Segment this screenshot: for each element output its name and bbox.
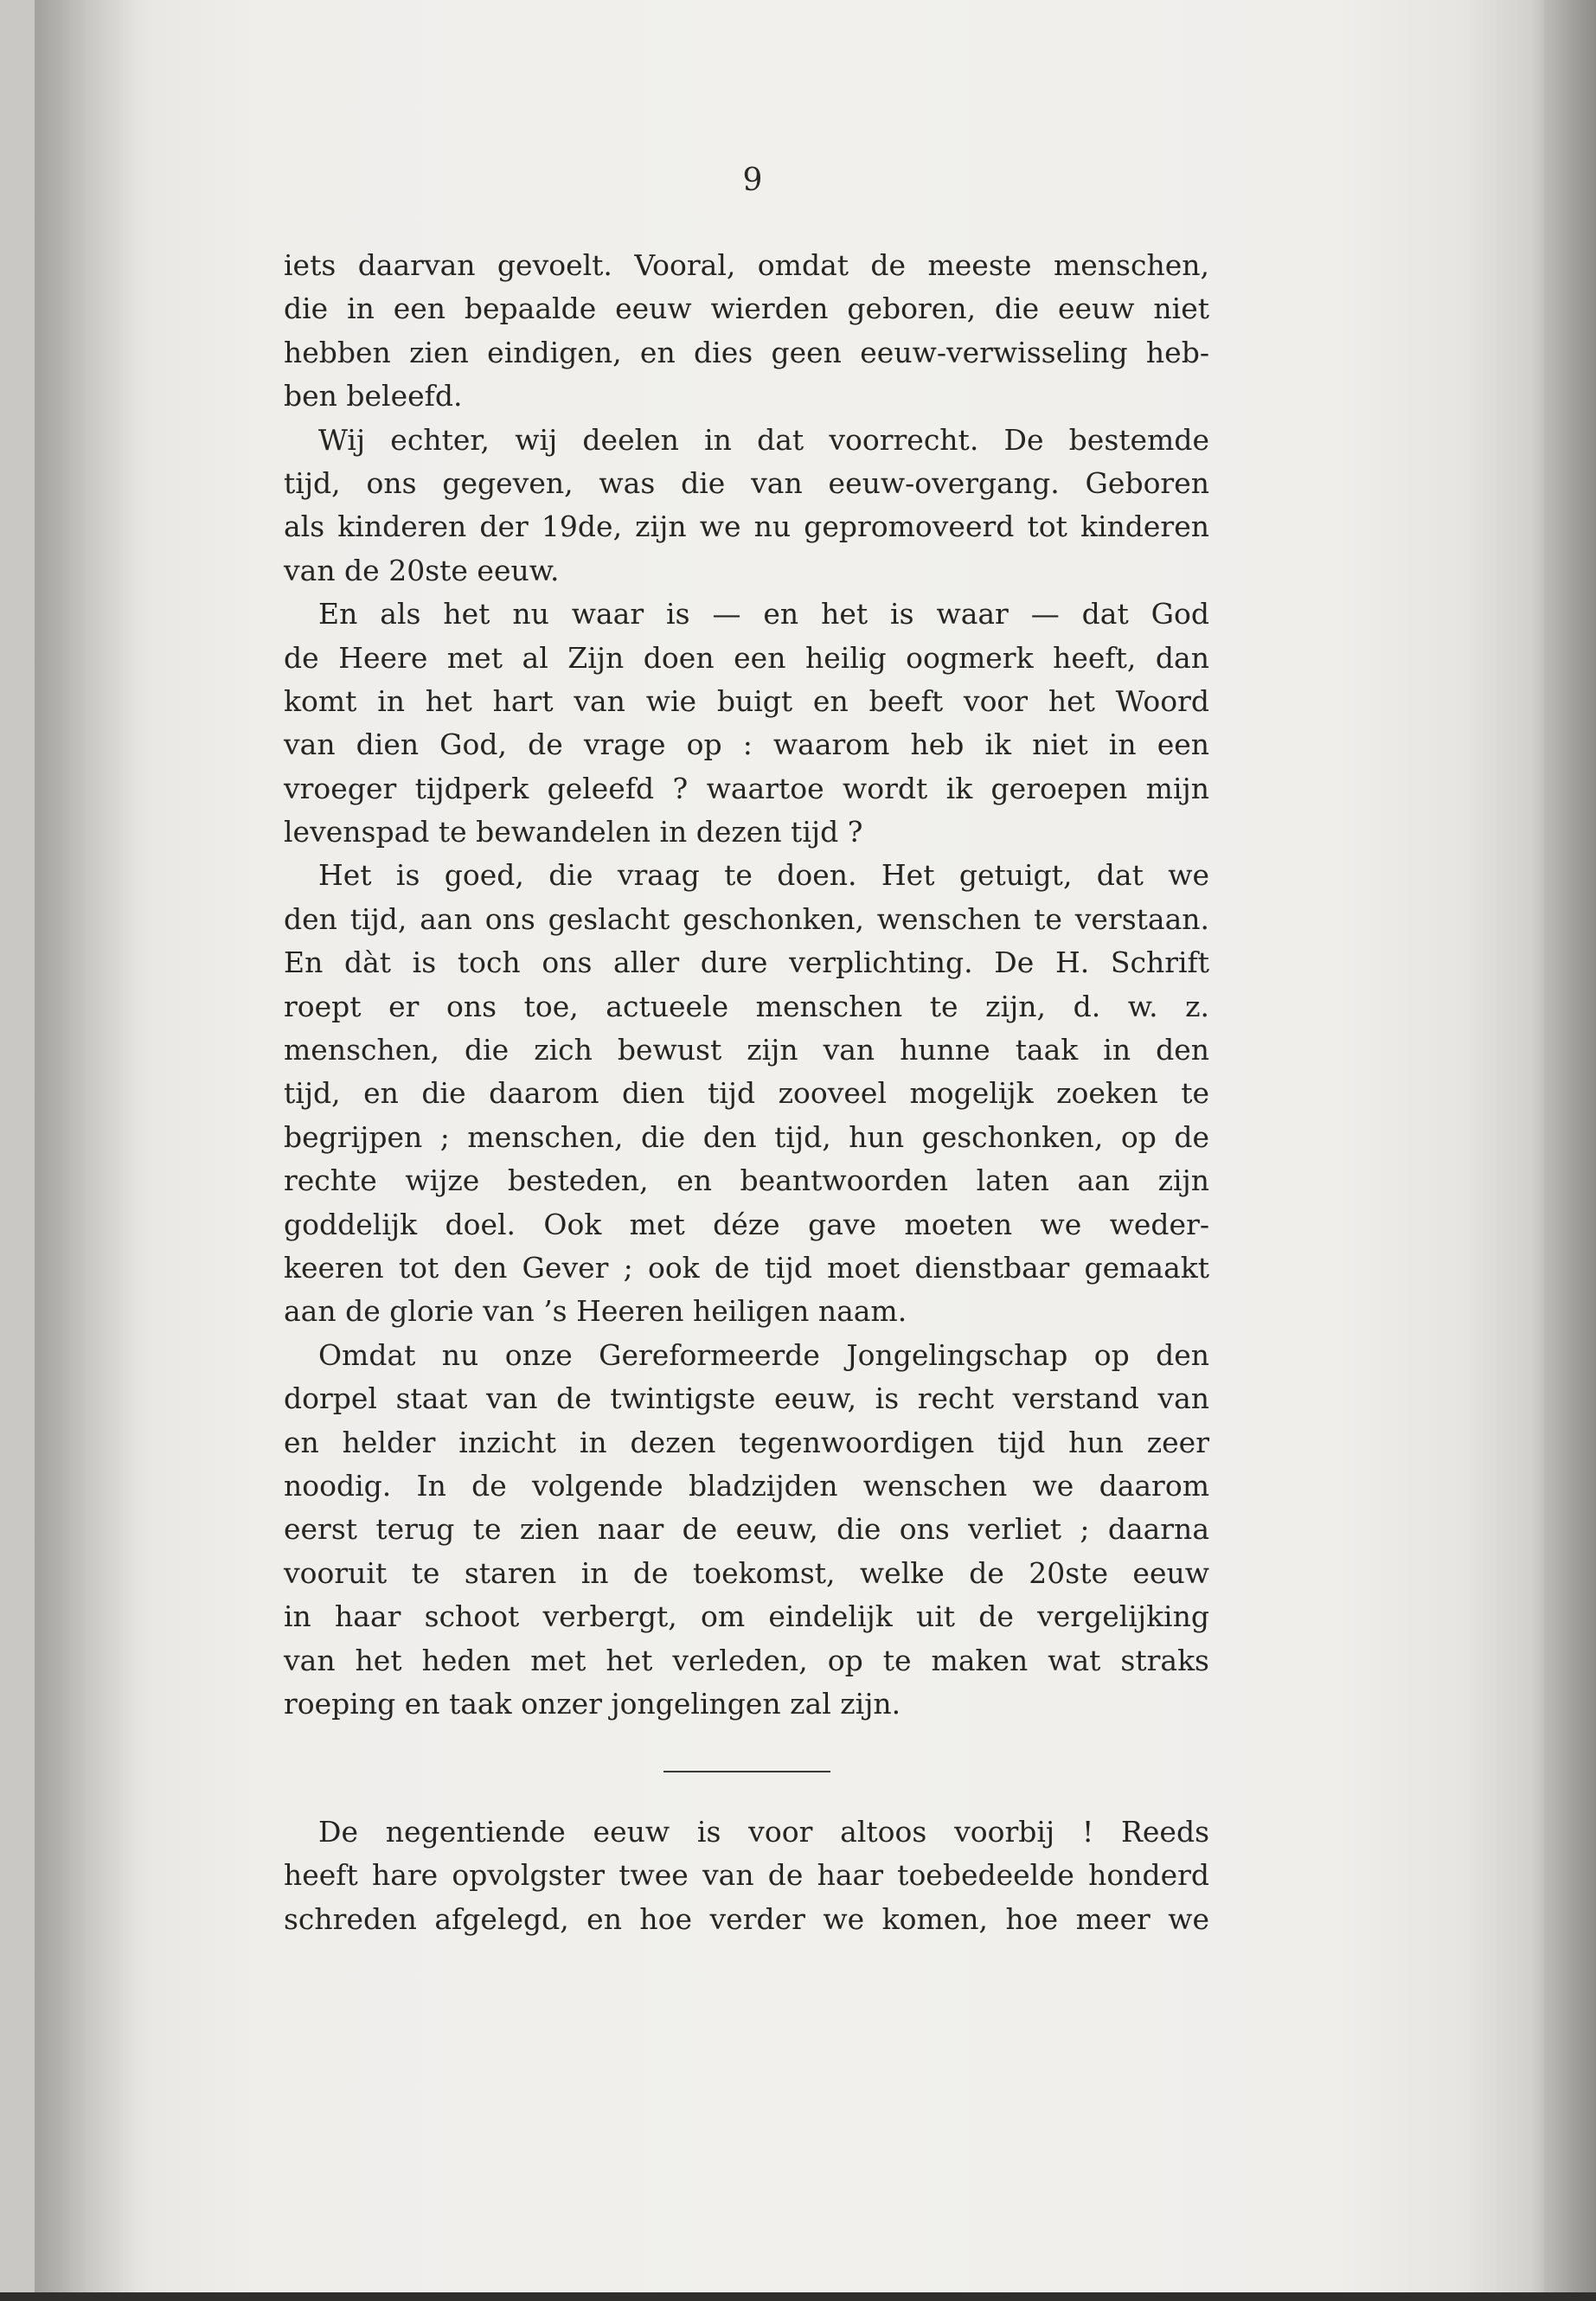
text-line: Het is goed, die vraag te doen. Het getuigt, dat we xyxy=(318,858,1209,893)
text-line: Omdat nu onze Gereformeerde Jongelingschap op den xyxy=(318,1337,1209,1372)
text-line: den tijd, aan ons geslacht geschonken, wenschen te verstaan. xyxy=(284,901,1209,936)
text-line: van de 20ste eeuw. xyxy=(284,553,560,587)
page-bottom-edge xyxy=(0,2292,1596,2301)
text-line: De negentiende eeuw is voor altoos voorbij ! Reeds xyxy=(318,1815,1209,1849)
text-line: Wij echter, wij deelen in dat voorrecht. De bestemde xyxy=(318,422,1209,457)
text-line: tijd, ons gegeven, was die van eeuw-overgang. Geboren xyxy=(284,465,1209,500)
text-line: aan de glorie van ’s Heeren heiligen naam. xyxy=(284,1294,907,1329)
text-line: levenspad te bewandelen in dezen tijd ? xyxy=(284,815,863,849)
text-line: iets daarvan gevoelt. Vooral, omdat de meeste menschen, xyxy=(284,248,1209,282)
text-line: goddelijk doel. Ook met déze gave moeten we weder- xyxy=(284,1207,1209,1241)
text-line: van dien God, de vrage op : waarom heb ik niet in een xyxy=(284,727,1209,762)
text-line: roeping en taak onzer jongelingen zal zijn. xyxy=(284,1686,901,1721)
text-line: En als het nu waar is — en het is waar — dat God xyxy=(318,597,1209,631)
text-line: komt in het hart van wie buigt en beeft voor het Woord xyxy=(284,683,1209,718)
text-line: in haar schoot verbergt, om eindelijk uit de vergelijking xyxy=(284,1599,1209,1634)
text-line: roept er ons toe, actueele menschen te zijn, d. w. z. xyxy=(284,989,1209,1023)
body-text-section-1 xyxy=(284,244,1209,1726)
text-line: ben beleefd. xyxy=(284,379,463,413)
text-line: die in een bepaalde eeuw wierden geboren, die eeuw niet xyxy=(284,292,1209,326)
page-number: 9 xyxy=(742,163,763,198)
text-line: de Heere met al Zijn doen een heilig oogmerk heeft, dan xyxy=(284,640,1209,675)
body-text-section-2 xyxy=(284,1811,1209,1941)
text-line: menschen, die zich bewust zijn van hunne taak in den xyxy=(284,1033,1209,1067)
text-line: tijd, en die daarom dien tijd zooveel mogelijk zoeken te xyxy=(284,1076,1209,1111)
text-line: heeft hare opvolgster twee van de haar toebedeelde honderd xyxy=(284,1858,1209,1893)
text-line: keeren tot den Gever ; ook de tijd moet dienstbaar gemaakt xyxy=(284,1250,1209,1285)
text-line: vooruit te staren in de toekomst, welke de 20ste eeuw xyxy=(284,1555,1209,1590)
text-line: noodig. In de volgende bladzijden wenschen we daarom xyxy=(284,1468,1209,1503)
text-line: dorpel staat van de twintigste eeuw, is recht verstand van xyxy=(284,1381,1209,1416)
page-gutter-shadow xyxy=(35,0,138,2294)
text-line: begrijpen ; menschen, die den tijd, hun geschonken, op de xyxy=(284,1119,1209,1154)
text-line: en helder inzicht in dezen tegenwoordigen tijd hun zeer xyxy=(284,1425,1209,1459)
text-line: als kinderen der 19de, zijn we nu gepromoveerd tot kinderen xyxy=(284,510,1209,544)
text-line: schreden afgelegd, en hoe verder we komen, hoe meer we xyxy=(284,1901,1209,1936)
text-line: eerst terug te zien naar de eeuw, die ons verliet ; daarna xyxy=(284,1512,1209,1547)
page-right-edge xyxy=(1544,0,1596,2301)
text-line: van het heden met het verleden, op te maken wat straks xyxy=(284,1643,1209,1677)
text-line: hebben zien eindigen, en dies geen eeuw-verwisseling heb- xyxy=(284,335,1209,369)
section-divider xyxy=(663,1771,830,1772)
text-line: En dàt is toch ons aller dure verplichting. De H. Schrift xyxy=(284,945,1209,980)
text-line: rechte wijze besteden, en beantwoorden laten aan zijn xyxy=(284,1163,1209,1198)
text-line: vroeger tijdperk geleefd ? waartoe wordt ik geroepen mijn xyxy=(284,771,1209,805)
